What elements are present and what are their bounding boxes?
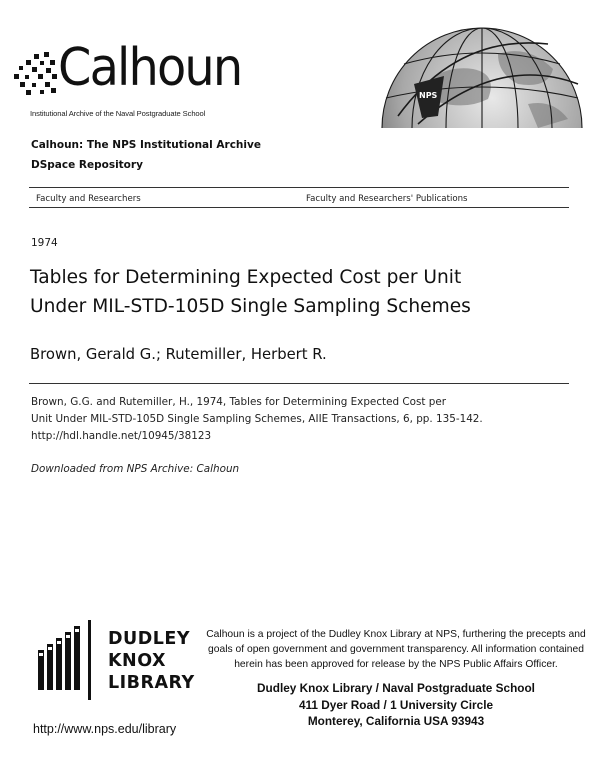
library-wordmark-line: LIBRARY	[108, 673, 195, 693]
citation-line: Brown, G.G. and Rutemiller, H., 1974, Tables for Determining Expected Cost per	[31, 396, 447, 408]
divider	[29, 207, 569, 208]
document-title	[30, 263, 570, 321]
address-line: Dudley Knox Library / Naval Postgraduate School	[257, 681, 535, 695]
calhoun-logo	[14, 38, 244, 126]
document-authors: Brown, Gerald G.; Rutemiller, Herbert R.	[30, 346, 327, 363]
library-wordmark	[108, 628, 195, 694]
library-wordmark-line: KNOX	[108, 651, 166, 671]
blurb-line: goals of open government and government transparency. All information contained	[208, 644, 584, 655]
repository-title: DSpace Repository	[31, 159, 143, 171]
pixel-dots-icon	[14, 52, 62, 100]
globe-graphic	[378, 24, 586, 128]
publication-year: 1974	[31, 237, 58, 249]
handle-link[interactable]: http://hdl.handle.net/10945/38123	[31, 430, 212, 442]
library-books-icon	[36, 620, 100, 700]
library-address	[197, 680, 595, 730]
address-line: Monterey, California USA 93943	[307, 714, 485, 728]
citation-line: Unit Under MIL-STD-105D Single Sampling Schemes, AIIE Transactions, 6, pp. 135-142.	[31, 413, 483, 425]
address-line: 411 Dyer Road / 1 University Circle	[298, 697, 494, 712]
globe-icon	[378, 24, 586, 128]
breadcrumb-collection[interactable]: Faculty and Researchers	[36, 194, 141, 204]
archive-title: Calhoun: The NPS Institutional Archive	[31, 139, 261, 151]
title-line: Tables for Determining Expected Cost per Unit	[30, 267, 462, 288]
blurb-line: Calhoun is a project of the Dudley Knox Library at NPS, furthering the precepts and	[206, 629, 586, 640]
calhoun-wordmark: Calhoun	[58, 38, 242, 98]
calhoun-tagline: Institutional Archive of the Naval Postgraduate School	[30, 109, 206, 118]
blurb-line: herein has been approved for release by the NPS Public Affairs Officer.	[234, 659, 558, 670]
breadcrumb-subcollection[interactable]: Faculty and Researchers' Publications	[306, 194, 468, 204]
library-url-link[interactable]: http://www.nps.edu/library	[33, 722, 177, 736]
emblem-text: NPS	[419, 91, 438, 100]
divider	[29, 383, 569, 384]
divider	[29, 187, 569, 188]
title-line: Under MIL-STD-105D Single Sampling Schemes	[30, 296, 471, 317]
citation	[31, 394, 571, 445]
downloaded-note: Downloaded from NPS Archive: Calhoun	[31, 463, 240, 475]
library-wordmark-line: DUDLEY	[108, 629, 191, 649]
project-blurb	[197, 627, 595, 672]
